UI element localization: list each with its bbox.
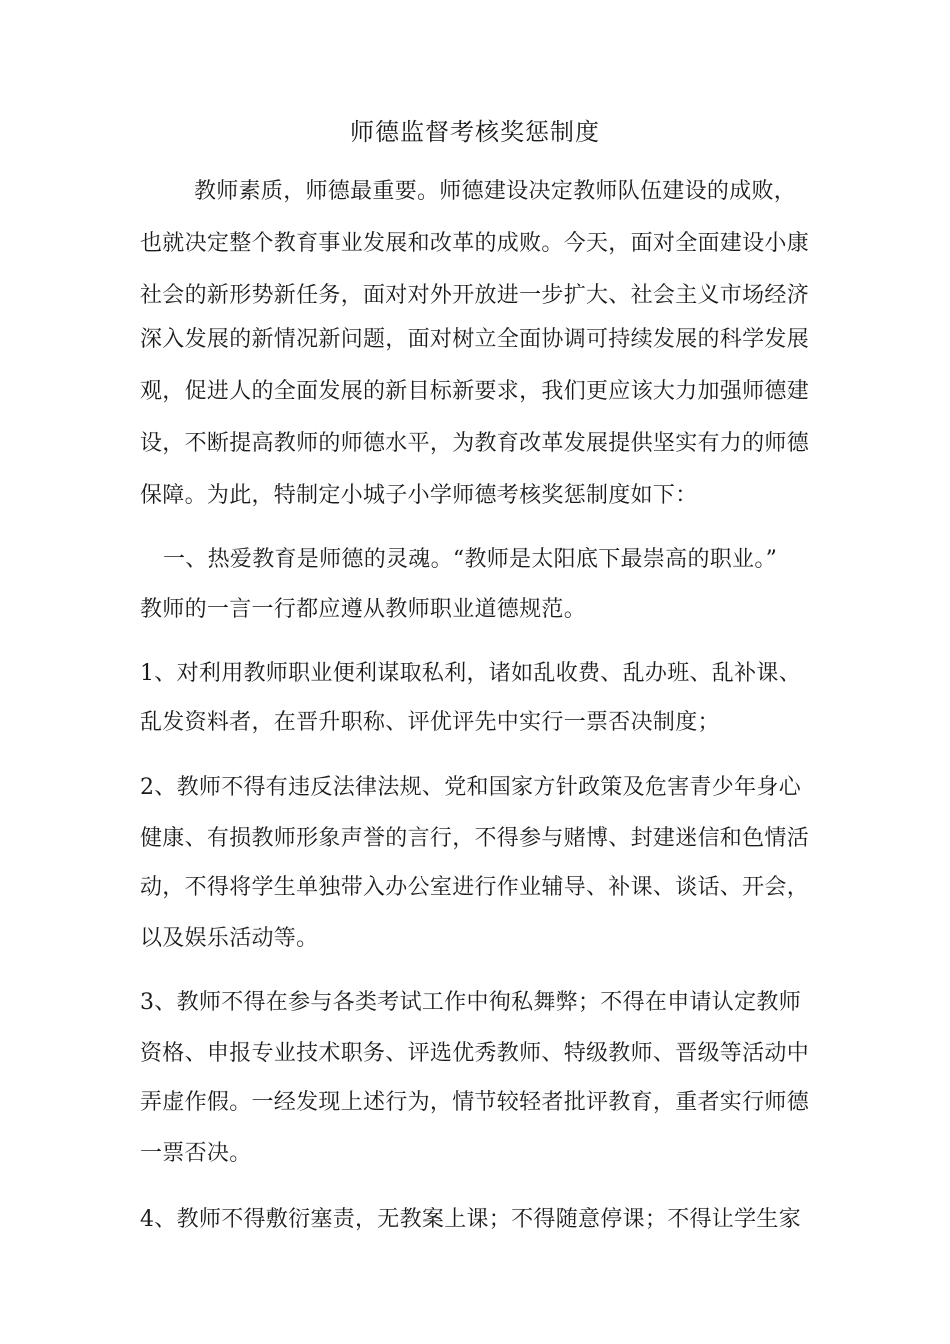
item-4-line: 4、教师不得敷衍塞责，无教案上课；不得随意停课；不得让学生家 [140,1207,801,1232]
item-2-line: 健康、有损教师形象声誉的言行，不得参与赌博、封建迷信和色情活 [140,826,810,851]
item-2-line: 以及娱乐活动等。 [140,926,319,951]
item-3-line: 3、教师不得在参与各类考试工作中徇私舞弊；不得在申请认定教师 [140,990,801,1015]
item-2-line: 2、教师不得有违反法律法规、党和国家方针政策及危害青少年身心 [140,775,801,800]
section-line: 教师的一言一行都应遵从教师职业道德规范。 [140,597,587,622]
item-2-line: 动，不得将学生单独带入办公室进行作业辅导、补课、谈话、开会， [140,875,810,900]
section-heading-1: 一、热爱教育是师德的灵魂。“教师是太阳底下最崇高的职业。” [163,547,778,572]
intro-line: 教师素质，师德最重要。师德建设决定教师队伍建设的成败， [194,179,797,204]
document-title: 师德监督考核奖惩制度 [350,118,600,146]
intro-line: 深入发展的新情况新问题，面对树立全面协调可持续发展的科学发展 [140,327,810,352]
intro-line: 设，不断提高教师的师德水平，为教育改革发展提供坚实有力的师德 [140,431,810,456]
intro-line: 也就决定整个教育事业发展和改革的成败。今天，面对全面建设小康 [140,231,810,256]
intro-line: 社会的新形势新任务，面对对外开放进一步扩大、社会主义市场经济 [140,283,810,308]
intro-line: 观，促进人的全面发展的新目标新要求，我们更应该大力加强师德建 [140,379,810,404]
item-3-line: 弄虚作假。一经发现上述行为，情节较轻者批评教育，重者实行师德 [140,1090,810,1115]
intro-line: 保障。为此，特制定小城子小学师德考核奖惩制度如下： [140,483,698,508]
item-1-line: 乱发资料者，在晋升职称、评优评先中实行一票否决制度； [140,710,720,735]
item-3-line: 资格、申报专业技术职务、评选优秀教师、特级教师、晋级等活动中 [140,1041,810,1066]
item-3-line: 一票否决。 [140,1141,252,1166]
item-1-line: 1、对利用教师职业便利谋取私利，诸如乱收费、乱办班、乱补课、 [140,661,801,686]
